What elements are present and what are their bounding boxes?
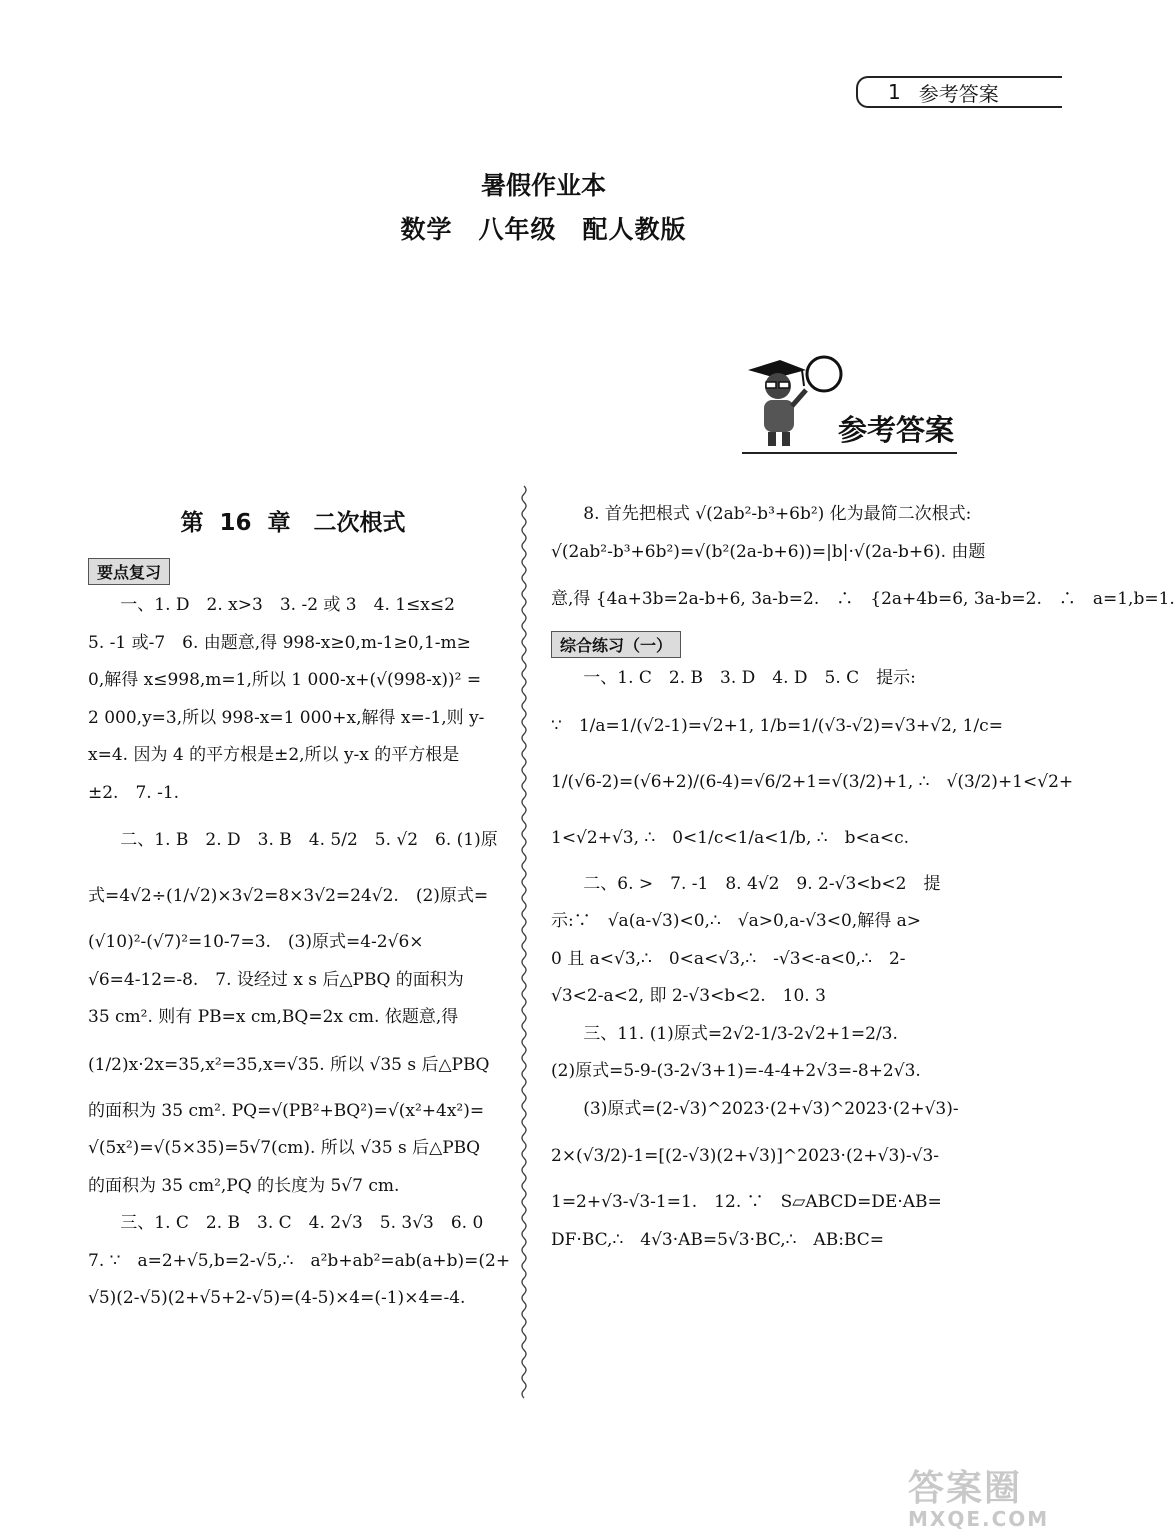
answer-line: 式=4√2÷(1/√2)×3√2=8×3√2=24√2. (2)原式= <box>88 886 489 906</box>
answer-line: (3)原式=(2-√3)^2023·(2+√3)^2023·(2+√3)- <box>583 1098 959 1119</box>
watermark-line1: 答案圈 <box>908 1468 1023 1509</box>
answer-line: 一、1. C 2. B 3. D 4. D 5. C 提示: <box>583 668 916 688</box>
answer-line: (√10)²-(√7)²=10-7=3. (3)原式=4-2√6× <box>88 932 424 952</box>
header-section-title: 参考答案 <box>918 81 999 106</box>
answer-line: x=4. 因为 4 的平方根是±2,所以 y-x 的平方根是 <box>88 745 460 765</box>
answer-line: √(2ab²-b³+6b²)=√(b²(2a-b+6))=|b|·√(2a-b+6). 由题 <box>551 541 986 562</box>
answer-line: 35 cm². 则有 PB=x cm,BQ=2x cm. 依题意,得 <box>88 1007 459 1027</box>
answer-line: √5)(2-√5)(2+√5+2-√5)=(4-5)×4=(-1)×4=-4. <box>88 1288 466 1308</box>
answer-line: 二、6. > 7. -1 8. 4√2 9. 2-√3<b<2 提 <box>583 873 941 894</box>
answer-line: 5. -1 或-7 6. 由题意,得 998-x≥0,m-1≥0,1-m≥ <box>88 632 471 653</box>
left-column <box>88 508 511 1318</box>
answer-line: 二、1. B 2. D 3. B 4. 5/2 5. √2 6. (1)原 <box>120 830 498 850</box>
answer-line: 1=2+√3-√3-1=1. 12. ∵ S▱ABCD=DE·AB= <box>551 1192 942 1212</box>
right-column <box>551 496 1175 1259</box>
page-number: 1 <box>888 80 901 104</box>
answer-line: 的面积为 35 cm². PQ=√(PB²+BQ²)=√(x²+4x²)= <box>88 1100 485 1121</box>
answer-line: DF·BC,∴ 4√3·AB=5√3·BC,∴ AB:BC= <box>551 1229 884 1250</box>
wavy-column-divider <box>518 486 530 1398</box>
answer-line: 一、1. D 2. x>3 3. -2 或 3 4. 1≤x≤2 <box>120 595 455 615</box>
page-header-tab <box>856 76 1062 108</box>
section-tag-review: 要点复习 <box>88 558 170 585</box>
answer-line: 0,解得 x≤998,m=1,所以 1 000-x+(√(998-x))² = <box>88 670 482 690</box>
answers-heading: 参考答案 <box>838 413 955 447</box>
answer-line: 1<√2+√3, ∴ 0<1/c<1/a<1/b, ∴ b<a<c. <box>551 827 909 848</box>
answer-line: 7. ∵ a=2+√5,b=2-√5,∴ a²b+ab²=ab(a+b)=(2+ <box>88 1250 511 1271</box>
answer-line: 示:∵ √a(a-√3)<0,∴ √a>0,a-√3<0,解得 a> <box>551 911 921 931</box>
answer-line: 2×(√3/2)-1=[(2-√3)(2+√3)]^2023·(2+√3)-√3- <box>551 1146 940 1166</box>
answer-line: 三、11. (1)原式=2√2-1/3-2√2+1=2/3. <box>583 1023 898 1044</box>
book-title: 暑假作业本 <box>480 171 606 200</box>
answer-line: 三、1. C 2. B 3. C 4. 2√3 5. 3√3 6. 0 <box>120 1213 484 1233</box>
answer-line: √3<2-a<2, 即 2-√3<b<2. 10. 3 <box>551 986 826 1006</box>
answer-line: (1/2)x·2x=35,x²=35,x=√35. 所以 √35 s 后△PBQ <box>88 1054 490 1075</box>
answer-line: 2 000,y=3,所以 998-x=1 000+x,解得 x=-1,则 y- <box>88 707 485 728</box>
answer-line: ±2. 7. -1. <box>88 782 180 803</box>
section-tag-practice: 综合练习（一） <box>551 631 681 658</box>
chapter-title: 第 16 章 二次根式 <box>180 510 406 536</box>
answer-line: 8. 首先把根式 √(2ab²-b³+6b²) 化为最简二次根式: <box>583 504 972 524</box>
answer-line: √(5x²)=√(5×35)=5√7(cm). 所以 √35 s 后△PBQ <box>88 1138 481 1158</box>
answer-line: 0 且 a<√3,∴ 0<a<√3,∴ -√3<-a<0,∴ 2- <box>551 948 906 969</box>
watermark <box>908 1470 1078 1530</box>
answer-line: ∵ 1/a=1/(√2-1)=√2+1, 1/b=1/(√3-√2)=√3+√2, 1/c= <box>551 715 1003 736</box>
answer-line: √6=4-12=-8. 7. 设经过 x s 后△PBQ 的面积为 <box>88 969 464 990</box>
answer-line: 意,得 {4a+3b=2a-b+6, 3a-b=2. ∴ {2a+4b=6, 3a-b=2. ∴ a=1,b=1. <box>551 589 1175 609</box>
watermark-line2: MXQE.COM <box>908 1507 1050 1531</box>
answer-line: (2)原式=5-9-(3-2√3+1)=-4-4+2√3=-8+2√3. <box>551 1061 921 1081</box>
answer-line: 的面积为 35 cm²,PQ 的长度为 5√7 cm. <box>88 1175 400 1196</box>
answer-line: 1/(√6-2)=(√6+2)/(6-4)=√6/2+1=√(3/2)+1, ∴ √(3/2)+1<√2+ <box>551 771 1074 792</box>
answers-underline <box>742 452 957 454</box>
book-subtitle: 数学 八年级 配人教版 <box>400 215 687 244</box>
